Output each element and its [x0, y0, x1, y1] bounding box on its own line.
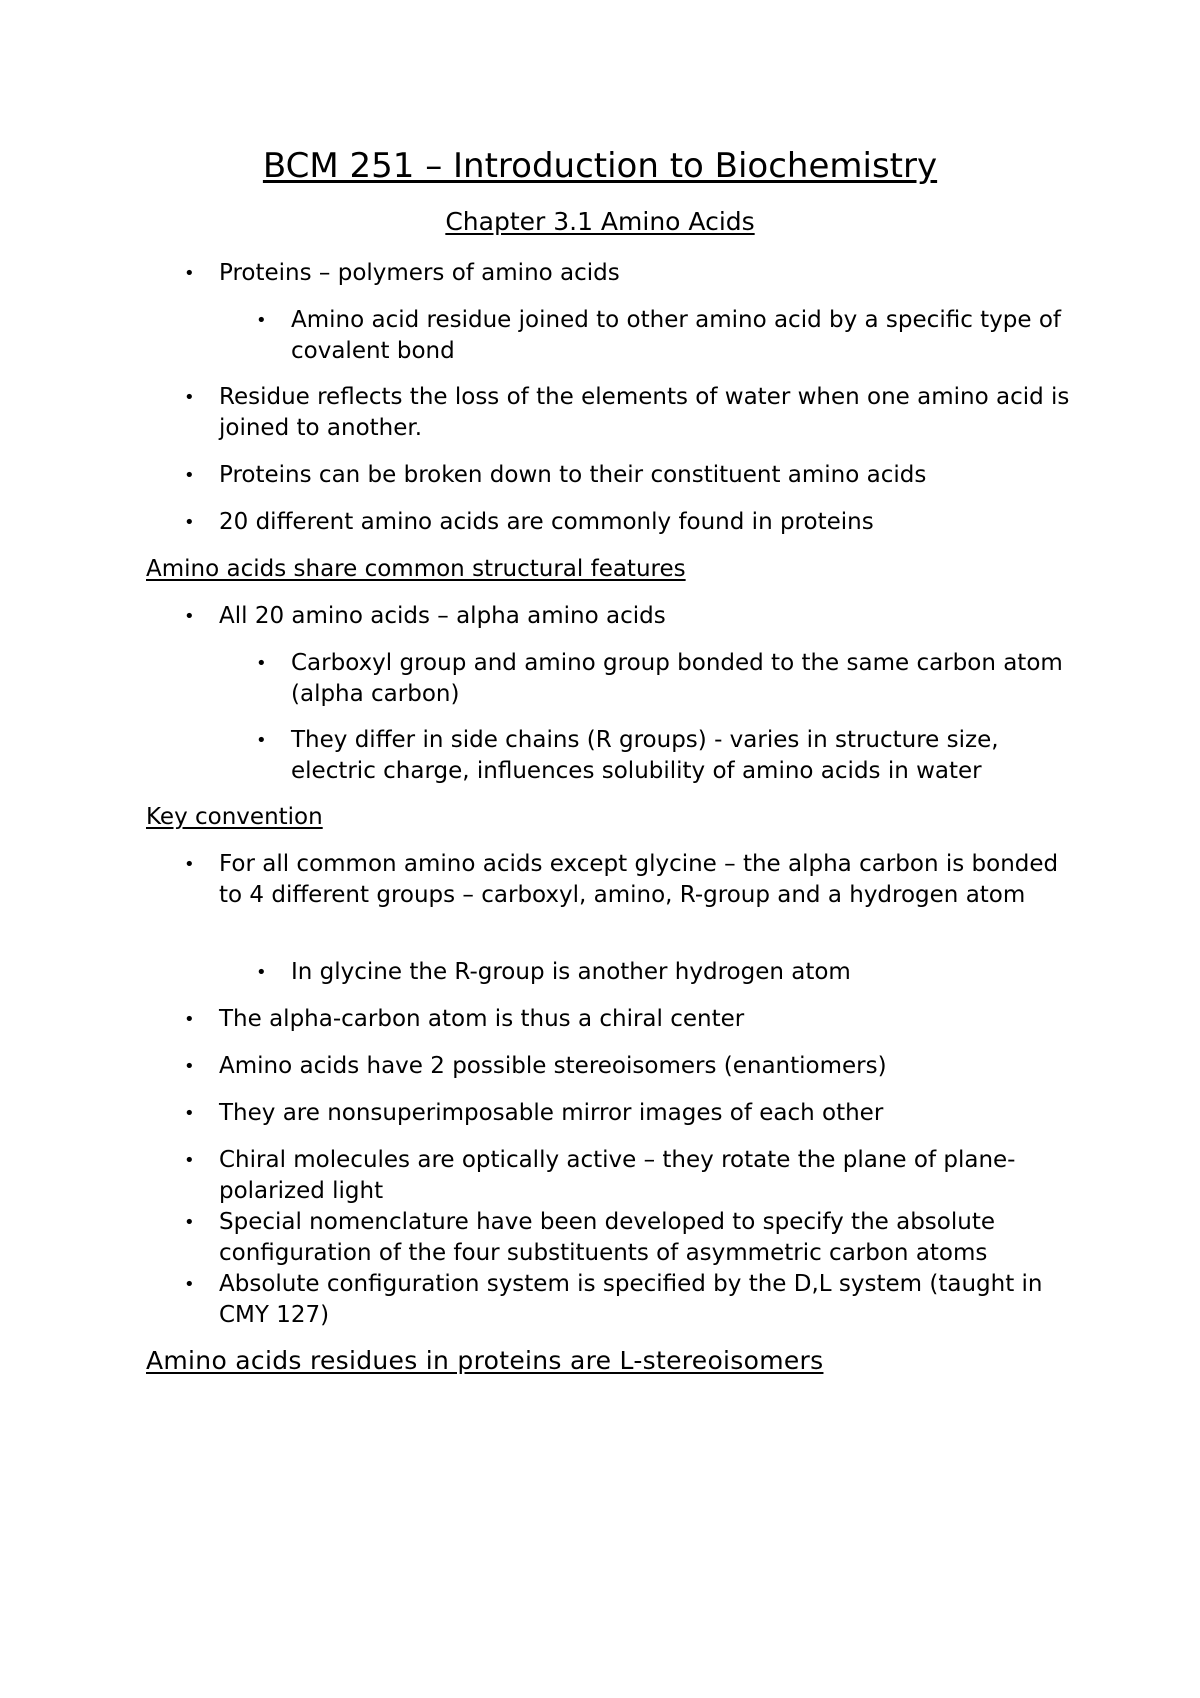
- bullet-icon: •: [184, 465, 195, 486]
- list-item: The alpha-carbon atom is thus a chiral center: [219, 1006, 745, 1032]
- bullet-icon: •: [184, 1212, 195, 1233]
- bullet-icon: •: [184, 512, 195, 533]
- bullet-icon: •: [256, 962, 267, 983]
- list-item: All 20 amino acids – alpha amino acids: [219, 603, 666, 629]
- bullet-icon: •: [184, 1274, 195, 1295]
- bullet-icon: •: [256, 653, 267, 674]
- list-item: Proteins can be broken down to their constituent amino acids: [219, 462, 927, 488]
- list-item: Special nomenclature have been developed to specify the absolute configuration of the four substituents of asymmetric carbon atoms: [219, 1209, 995, 1266]
- list-item: Residue reflects the loss of the elements of water when one amino acid is joined to another.: [219, 384, 1070, 441]
- bullet-icon: •: [184, 606, 195, 627]
- list-item: Absolute configuration system is specified by the D,L system (taught in CMY 127): [219, 1271, 1043, 1328]
- bullet-icon: •: [184, 1103, 195, 1124]
- bullet-icon: •: [184, 263, 195, 284]
- bullet-icon: •: [184, 1009, 195, 1030]
- bullet-icon: •: [184, 387, 195, 408]
- bullet-icon: •: [184, 1056, 195, 1077]
- list-item: For all common amino acids except glycine – the alpha carbon is bonded to 4 different groups – carboxyl, amino, R-group and a hydrogen atom: [219, 851, 1059, 908]
- list-item: Amino acids have 2 possible stereoisomers (enantiomers): [219, 1053, 887, 1079]
- list-item: 20 different amino acids are commonly found in proteins: [219, 509, 874, 535]
- bullet-icon: •: [256, 310, 267, 331]
- closing-heading: Amino acids residues in proteins are L-stereoisomers: [146, 1346, 824, 1375]
- list-item: Amino acid residue joined to other amino acid by a specific type of covalent bond: [291, 307, 1062, 364]
- list-item: In glycine the R-group is another hydrogen atom: [291, 959, 851, 985]
- list-item: They differ in side chains (R groups) - varies in structure size, electric charge, influences solubility of amino acids in water: [291, 727, 999, 784]
- section-heading: Amino acids share common structural features: [146, 556, 686, 582]
- list-item: Chiral molecules are optically active – they rotate the plane of plane-polarized light: [219, 1147, 1016, 1204]
- chapter-heading: Chapter 3.1 Amino Acids: [445, 207, 755, 236]
- section-heading: Key convention: [146, 804, 323, 830]
- list-item: They are nonsuperimposable mirror images of each other: [219, 1100, 884, 1126]
- list-item: Carboxyl group and amino group bonded to the same carbon atom (alpha carbon): [291, 650, 1063, 707]
- document-title: BCM 251 – Introduction to Biochemistry: [262, 146, 938, 186]
- bullet-icon: •: [184, 854, 195, 875]
- bullet-icon: •: [256, 730, 267, 751]
- list-item: Proteins – polymers of amino acids: [219, 260, 620, 286]
- bullet-icon: •: [184, 1150, 195, 1171]
